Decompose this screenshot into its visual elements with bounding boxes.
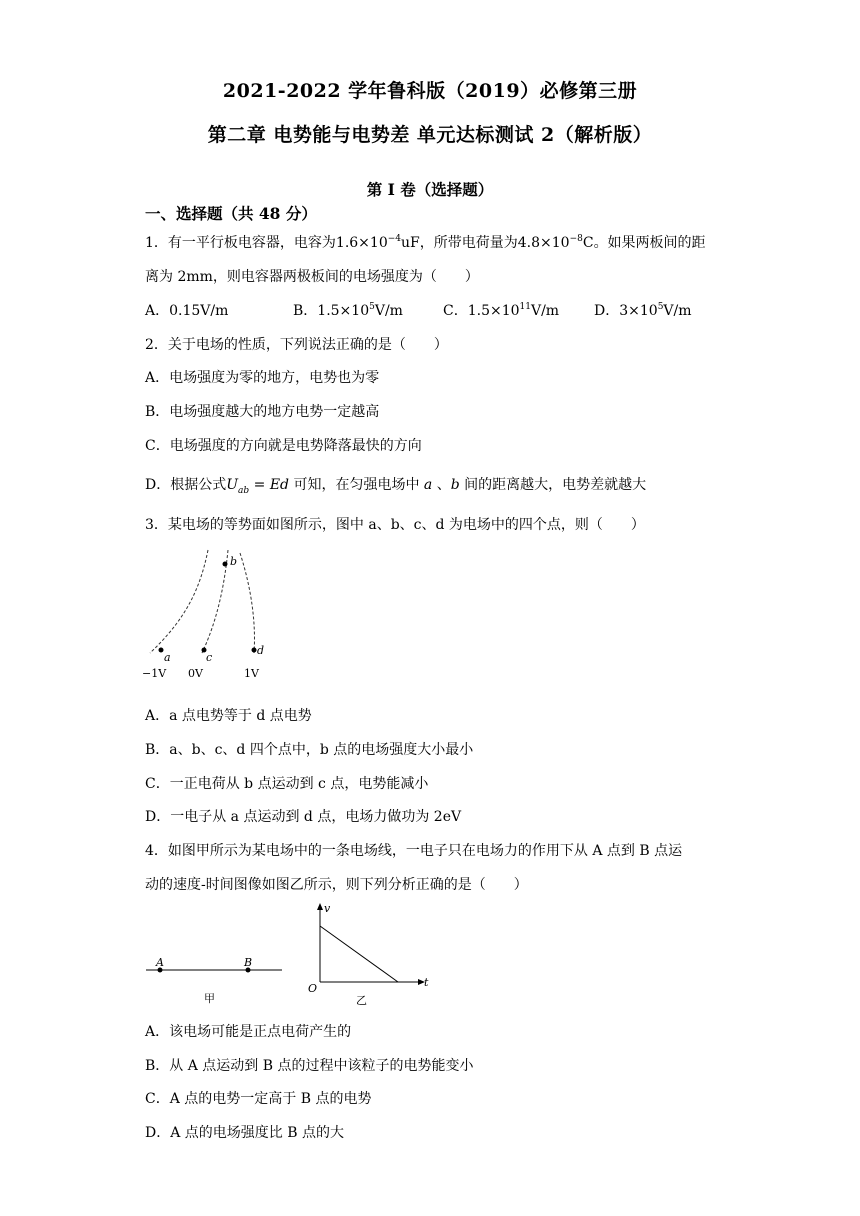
q4-stem-line2: 动的速度-时间图像如图乙所示，则下列分析正确的是（ ） bbox=[145, 877, 528, 893]
vt-line bbox=[320, 926, 398, 982]
label-d: d bbox=[257, 644, 265, 657]
label-yi: 乙 bbox=[356, 994, 367, 1007]
q1-option-c: C．$1.5\times 10^{11}V/m$ bbox=[443, 302, 560, 319]
point-a bbox=[159, 648, 164, 653]
q3-stem: 3．某电场的等势面如图所示，图中 a、b、c、d 为电场中的四个点，则（ ） bbox=[145, 517, 645, 533]
q3-option-a: A．a 点电势等于 d 点电势 bbox=[145, 708, 312, 724]
v-axis-arrow bbox=[317, 903, 323, 910]
q1-option-a: A．0.15V/m bbox=[145, 303, 229, 319]
q2-option-a: A．电场强度为零的地方，电势也为零 bbox=[145, 370, 380, 386]
q1-option-b: B．$1.5\times 10^5V/m$ bbox=[293, 302, 403, 319]
q3-option-c: C．一正电荷从 b 点运动到 c 点，电势能减小 bbox=[145, 776, 429, 792]
q2-stem: 2．关于电场的性质，下列说法正确的是（ ） bbox=[145, 337, 448, 353]
q1-stem-line2: 离为 2mm，则电容器两极板间的电场强度为（ ） bbox=[145, 269, 479, 285]
q4-option-d: D．A 点的电场强度比 B 点的大 bbox=[145, 1125, 344, 1141]
label-c: c bbox=[206, 651, 213, 664]
equipotential-line-neg1 bbox=[150, 550, 208, 653]
q4-option-c: C．A 点的电势一定高于 B 点的电势 bbox=[145, 1091, 372, 1107]
label-v: v bbox=[324, 902, 331, 915]
q3-option-d: D．一电子从 a 点运动到 d 点，电场力做功为 2eV bbox=[145, 809, 462, 825]
label-O: O bbox=[308, 982, 318, 995]
q1-stem-line1: 1．有一平行板电容器，电容为$1.6\times 10^{-4}uF$，所带电荷量为$4.8\times 10^{-8}C$。如果两板间的距 bbox=[145, 234, 706, 251]
q4-option-a: A．该电场可能是正点电荷产生的 bbox=[145, 1024, 352, 1040]
q4-stem-line1: 4．如图甲所示为某电场中的一条电场线，一电子只在电场力的作用下从 A 点到 B 点运 bbox=[145, 843, 683, 859]
part-title: 第 I 卷（选择题） bbox=[366, 180, 494, 199]
label-jia: 甲 bbox=[204, 992, 215, 1005]
q4-option-b: B．从 A 点运动到 B 点的过程中该粒子的电势能变小 bbox=[145, 1058, 474, 1074]
label-B: B bbox=[244, 956, 253, 969]
equipotential-line-1 bbox=[240, 553, 254, 653]
point-b bbox=[223, 562, 228, 567]
label-a: a bbox=[164, 651, 171, 664]
label-A: A bbox=[156, 956, 164, 969]
label-0v: 0V bbox=[188, 667, 203, 680]
q2-option-b: B．电场强度越大的地方电势一定越高 bbox=[145, 404, 380, 420]
q2-option-d: D．根据公式$U_{ab} = Ed$ 可知，在匀强电场中 a 、b 间的距离越大，电势差就越大 bbox=[145, 477, 647, 496]
label-b: b bbox=[230, 555, 238, 568]
q3-equipotential-figure bbox=[140, 545, 290, 685]
label-1v: 1V bbox=[244, 667, 259, 680]
q3-option-b: B．a、b、c、d 四个点中，b 点的电场强度大小最小 bbox=[145, 742, 474, 758]
q1-option-d: D．$3\times 10^5V/m$ bbox=[594, 302, 692, 319]
section-title: 一、选择题（共 48 分） bbox=[145, 204, 317, 223]
point-d bbox=[252, 648, 257, 653]
q4-figures bbox=[140, 900, 440, 1010]
label-t: t bbox=[424, 976, 429, 989]
label-neg1v: −1V bbox=[142, 667, 167, 680]
doc-title-line1: 2021-2022 学年鲁科版（2019）必修第三册 bbox=[222, 80, 638, 102]
q2-option-c: C．电场强度的方向就是电势降落最快的方向 bbox=[145, 438, 422, 454]
doc-title-line2: 第二章 电势能与电势差 单元达标测试 2（解析版） bbox=[207, 124, 653, 146]
